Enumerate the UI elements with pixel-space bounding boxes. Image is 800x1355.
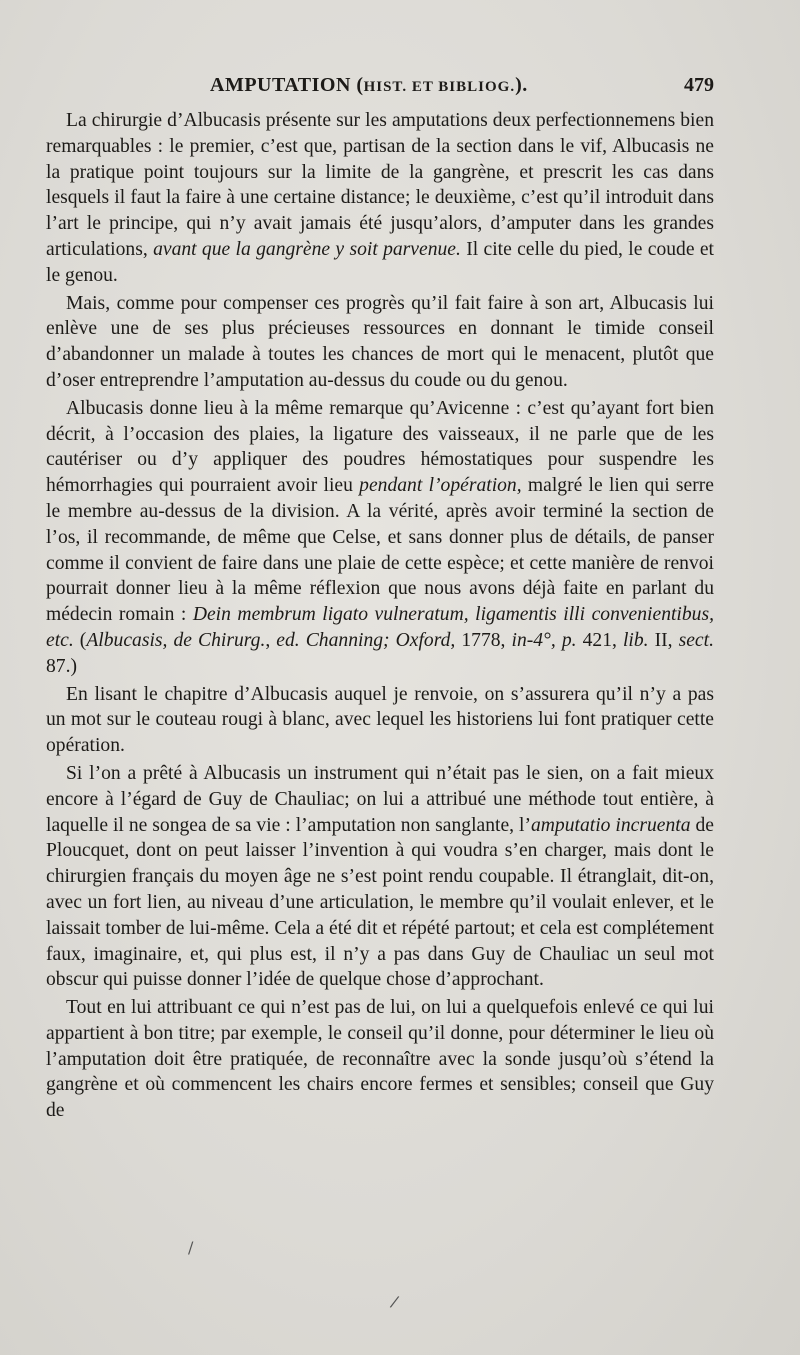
paragraph <box>46 396 714 680</box>
text-segment: ( <box>73 629 87 651</box>
text-segment: , <box>265 629 277 651</box>
italic-text: Albucasis, de Chirurg. <box>86 629 266 651</box>
paragraph <box>46 108 714 289</box>
text-segment: de Ploucquet, dont on peut laisser l’invention à qui voudra s’en charger, mais dont le chirurgien français du moyen âge ne s’est point rendu coupable. Il étranglait, dit-on, avec un fort lien, au niveau d’une articulation, le membre qu’il voulait enlever, et le laissait tomber de lui-même. Cela a été dit et répété partout; et cela est complétement faux, imaginaire, et, qui plus est, il n’y a pas dans Guy de Chauliac un seul mot obscur qui puisse donner l’idée de quelque chose d’approchant. <box>46 814 714 991</box>
text-segment: 421, <box>576 629 623 651</box>
text-segment: 87.) <box>46 655 78 677</box>
paragraph <box>46 995 714 1124</box>
text-segment: Mais, comme pour compenser ces progrès qu’il fait faire à son art, Albucasis lui enlève une de ses plus précieuses ressources en donnant le timide conseil d’abandonner un malade à toutes les chances de mort qui le menacent, plutôt que d’oser entreprendre l’amputation au-dessus du coude ou du genou. <box>46 292 714 391</box>
stray-mark: / <box>388 1291 401 1312</box>
text-segment: Albucasis donne lieu à la même remarque qu’Avicenne : c’est qu’ayant fort bien décrit, à l’occasion des plaies, la ligature des vaisseaux, il ne parle que de les cautériser ou d’y appliquer des poudres hémostatiques pour suspendre les hémorrhagies qui pourraient avoir lieu <box>46 397 714 497</box>
paragraph <box>46 761 714 993</box>
stray-mark: / <box>188 1238 194 1257</box>
text-segment: 1778, <box>455 629 512 651</box>
body-text <box>46 108 714 1126</box>
text-segment: malgré le lien qui serre le membre au-dessus de la division. A la vérité, après avoir terminé la section de l’os, il recommande, de même que Celse, et sans donner plus de détails, de panser comme il convient de faire dans une plaie de cette espèce; et cette manière de renvoi pourrait donner lieu à la même réflexion que nous avons déjà faite en parlant du médecin romain : <box>46 475 714 626</box>
running-title-close: ). <box>515 74 528 96</box>
italic-text: ed. Channing; Oxford, <box>276 629 456 651</box>
running-title-subtitle: HIST. ET BIBLIOG. <box>363 79 516 95</box>
text-segment: La chirurgie d’Albucasis présente sur les amputations deux perfectionnemens bien remarquables : le premier, c’est que, partisan de la section dans le vif, Albucasis ne la pratique point toujours sur la limite de la gangrène, et prescrit les cas dans lesquels il faut la faire à une certaine distance; le deuxième, c’est qu’il introduit dans l’art le principe, qui n’y avait jamais été jusqu’alors, d’amputer dans les grandes articulations, <box>46 110 714 260</box>
italic-text: Dein membrum ligato vulneratum, ligamentis illi convenientibus, etc. <box>46 604 714 651</box>
italic-text: lib. <box>622 629 649 651</box>
paragraph <box>46 682 714 759</box>
italic-text: in-4°, p. <box>511 629 577 651</box>
text-segment: Tout en lui attribuant ce qui n’est pas de lui, on lui a quelquefois enlevé ce qui lui appartient à bon titre; par exemple, le conseil qu’il donne, pour déterminer le lieu où l’amputation doit être pratiquée, de reconnaître avec la sonde jusqu’où s’étend la gangrène et où commencent les chairs encore fermes et sensibles; conseil que Guy de <box>46 997 714 1122</box>
italic-text: pendant l’opération, <box>359 475 522 497</box>
page-number: 479 <box>684 74 714 96</box>
paragraph <box>46 291 714 394</box>
running-title <box>210 74 528 97</box>
italic-text: amputatio incruenta <box>530 814 691 836</box>
text-segment: II, <box>648 629 679 651</box>
text-segment: Si l’on a prêté à Albucasis un instrument qui n’était pas le sien, on a fait mieux encore à l’égard de Guy de Chauliac; on lui a attribué une méthode tout entière, à laquelle il ne songea de sa vie : l’amputation non sanglante, l’ <box>46 762 714 836</box>
page-header <box>46 74 714 104</box>
text-segment: Il cite celle du pied, le coude et le genou. <box>46 238 714 286</box>
running-title-main: AMPUTATION ( <box>210 74 364 96</box>
text-segment: En lisant le chapitre d’Albucasis auquel je renvoie, on s’assurera qu’il n’y a pas un mot sur le couteau rougi à blanc, avec lequel les historiens lui font pratiquer cette opération. <box>46 683 714 757</box>
italic-text: sect. <box>678 629 714 651</box>
italic-text: avant que la gangrène y soit parvenue. <box>153 238 461 260</box>
